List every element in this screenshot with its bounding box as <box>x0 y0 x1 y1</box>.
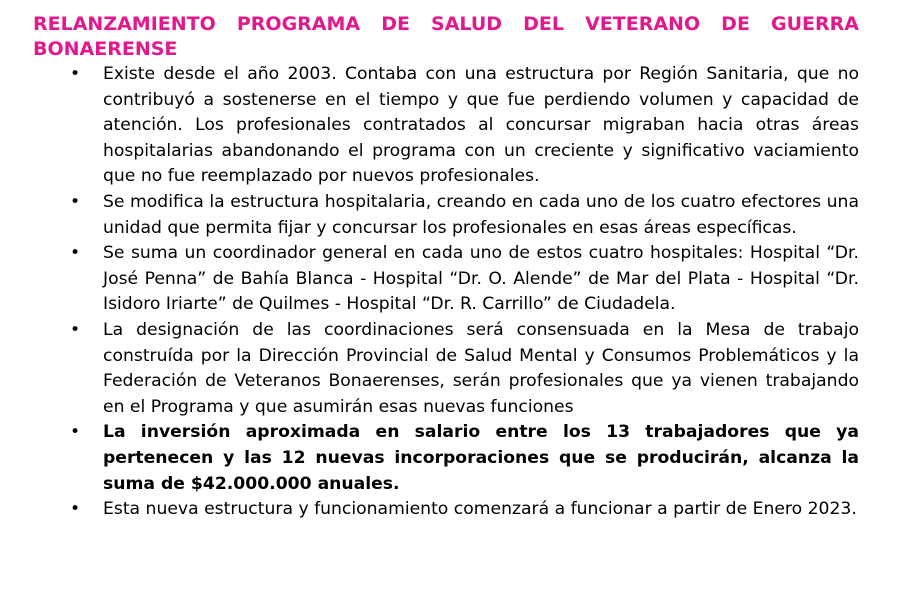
bullet-dot-icon: • <box>70 499 81 520</box>
document-title: RELANZAMIENTO PROGRAMA DE SALUD DEL VETERANO DE GUERRA BONAERENSE <box>33 13 859 60</box>
bullet-item <box>33 241 859 318</box>
bullet-item <box>33 62 859 190</box>
bullet-text: Se modifica la estructura hospitalaria, creando en cada uno de los cuatro efectores una unidad que permita fijar y concursar los profesionales en esas áreas específicas. <box>103 191 859 238</box>
bullet-text: Existe desde el año 2003. Contaba con una estructura por Región Sanitaria, que no contribuyó a sostenerse en el tiempo y que fue perdiendo volumen y capacidad de atención. Los profesionales contratados al concursar migraban hacia otras áreas hospitalarias abandonando el programa con un creciente y significativo vaciamiento que no fue reemplazado por nuevos profesionales. <box>103 64 859 187</box>
bullet-dot-icon: • <box>70 422 81 443</box>
document-page <box>33 12 859 523</box>
bullet-text: La designación de las coordinaciones será consensuada en la Mesa de trabajo construída por la Dirección Provincial de Salud Mental y Consumos Problemáticos y la Federación de Veteranos Bonaerenses, serán profesionales que ya vienen trabajando en el Programa y que asumirán esas nuevas funciones <box>103 319 859 417</box>
bullet-text: Esta nueva estructura y funcionamiento comenzará a funcionar a partir de Enero 2023. <box>103 499 857 520</box>
bullet-item <box>33 497 859 523</box>
bullet-dot-icon: • <box>70 64 81 84</box>
bullet-dot-icon: • <box>70 319 81 340</box>
bullet-dot-icon: • <box>70 243 81 264</box>
bullet-item <box>33 190 859 241</box>
bullet-item <box>33 420 859 497</box>
bullet-text: La inversión aproximada en salario entre los 13 trabajadores que ya pertenecen y las 12 nuevas incorporaciones que se producirán, alcanza la suma de $42.000.000 anuales. <box>103 422 859 494</box>
bullet-text: Se suma un coordinador general en cada uno de estos cuatro hospitales: Hospital “Dr. José Penna” de Bahía Blanca - Hospital “Dr. O. Alende” de Mar del Plata - Hospital “Dr. Isidoro Iriarte” de Quilmes - Hospital “Dr. R. Carrillo” de Ciudadela. <box>103 243 859 315</box>
bullet-item <box>33 318 859 420</box>
bullet-dot-icon: • <box>70 191 81 212</box>
bullet-list <box>33 62 859 523</box>
